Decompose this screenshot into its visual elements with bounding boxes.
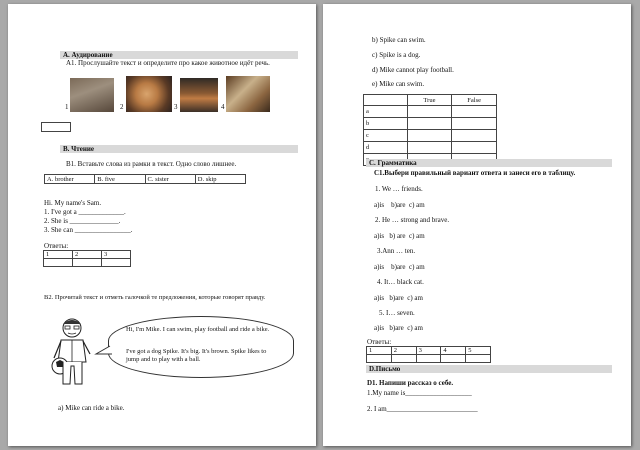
section-d-title: D.Письмо xyxy=(366,365,612,373)
statement-a: a) Mike can ride a bike. xyxy=(58,404,125,412)
photo-number-1: 1 xyxy=(65,103,69,111)
page-1 xyxy=(8,4,316,446)
statement-c: c) Spike is a dog. xyxy=(372,51,421,59)
answer-cell[interactable] xyxy=(73,259,102,267)
word-box-table xyxy=(44,174,246,184)
answer-header: 1 xyxy=(367,347,392,355)
grammar-options: a)is b)are c) am xyxy=(374,201,425,209)
answers-table-c1 xyxy=(366,346,491,363)
writing-line-2[interactable]: 2. I am__________________________ xyxy=(367,405,478,413)
statement-d: d) Mike cannot play football. xyxy=(372,66,454,74)
answer-header: 2 xyxy=(391,347,416,355)
answer-header: 3 xyxy=(102,251,131,259)
answer-cell[interactable] xyxy=(44,259,73,267)
photo-number-4: 4 xyxy=(221,103,225,111)
grammar-options: a)is b)are c) am xyxy=(374,263,425,271)
statement-e: e) Mike can swim. xyxy=(372,80,425,88)
tf-header-false: False xyxy=(452,95,497,106)
tf-cell[interactable] xyxy=(452,106,497,118)
answers-label: Ответы: xyxy=(44,242,69,250)
tf-row-label: a xyxy=(364,106,408,118)
tf-cell[interactable] xyxy=(407,142,452,154)
bubble-text-2: I've got a dog Spike. It's big. It's brown. Spike likes to jump and to play with a ball. xyxy=(126,348,267,363)
bubble-tail xyxy=(94,344,114,358)
tf-row-label: d xyxy=(364,142,408,154)
tf-cell[interactable] xyxy=(452,118,497,130)
answers-table-b1 xyxy=(43,250,131,267)
grammar-options: a)is b)are c) am xyxy=(374,324,423,332)
word-option: D. skip xyxy=(195,175,245,184)
photo-number-2: 2 xyxy=(120,103,124,111)
answer-box-a1[interactable] xyxy=(41,122,71,132)
answer-cell[interactable] xyxy=(367,355,392,363)
word-option: B. five xyxy=(95,175,145,184)
photo-number-3: 3 xyxy=(174,103,178,111)
section-b2-task: B2. Прочитай текст и отметь галочкой те предложения, которые говорят правду. xyxy=(44,294,266,301)
answer-header: 3 xyxy=(416,347,441,355)
answer-header: 5 xyxy=(466,347,491,355)
section-a-title: A. Аудирование xyxy=(60,51,298,59)
tf-cell[interactable] xyxy=(407,106,452,118)
boy-illustration xyxy=(48,316,100,388)
animal-photo-2 xyxy=(126,76,172,112)
word-option: C. sister xyxy=(145,175,195,184)
animal-photo-1 xyxy=(70,78,114,112)
answer-cell[interactable] xyxy=(466,355,491,363)
answer-header: 1 xyxy=(44,251,73,259)
tf-cell[interactable] xyxy=(407,118,452,130)
statement-b: b) Spike can swim. xyxy=(372,36,426,44)
animal-photo-3 xyxy=(180,78,218,112)
answer-header: 4 xyxy=(441,347,466,355)
tf-header-true: True xyxy=(407,95,452,106)
text-line: Hi. My name's Sam. xyxy=(44,199,102,207)
tf-row-label: b xyxy=(364,118,408,130)
page-2 xyxy=(323,4,631,446)
text-line: 3. She can ________________. xyxy=(44,226,133,234)
true-false-table xyxy=(363,94,497,166)
section-d1-task: D1. Напиши рассказ о себе. xyxy=(367,379,454,387)
section-b-title: B. Чтение xyxy=(60,145,298,153)
grammar-question: 4. It… black cat. xyxy=(377,278,424,286)
tf-cell[interactable] xyxy=(452,130,497,142)
answer-cell[interactable] xyxy=(441,355,466,363)
tf-row-label: c xyxy=(364,130,408,142)
animal-photo-4 xyxy=(226,76,270,112)
section-c1-task: C1.Выбери правильный вариант ответа и занеси его в таблицу. xyxy=(374,169,576,177)
grammar-question: 3.Ann … ten. xyxy=(377,247,416,255)
answer-cell[interactable] xyxy=(416,355,441,363)
tf-cell[interactable] xyxy=(452,142,497,154)
grammar-question: 5. I… seven. xyxy=(379,309,415,317)
grammar-options: a)is b) are c) am xyxy=(374,232,425,240)
tf-cell[interactable] xyxy=(407,130,452,142)
grammar-options: a)is b)are c) am xyxy=(374,294,423,302)
section-a-task: A1. Прослушайте текст и определите про какое животное идёт речь. xyxy=(66,59,270,67)
answer-cell[interactable] xyxy=(102,259,131,267)
answers-label-c1: Ответы: xyxy=(367,338,392,346)
grammar-question: 1. We … friends. xyxy=(375,185,423,193)
word-option: A. brother xyxy=(45,175,95,184)
text-line: 1. I've got a _____________. xyxy=(44,208,126,216)
answer-header: 2 xyxy=(73,251,102,259)
tf-corner xyxy=(364,95,408,106)
grammar-question: 2. He … strong and brave. xyxy=(375,216,450,224)
text-line: 2. She is ______________. xyxy=(44,217,121,225)
section-c-title: C. Грамматика xyxy=(366,159,612,167)
writing-line-1[interactable]: 1.My name is___________________ xyxy=(367,389,472,397)
answer-cell[interactable] xyxy=(391,355,416,363)
section-b1-task: B1. Вставьте слова из рамки в текст. Одно слово лишнее. xyxy=(66,160,237,168)
bubble-text-1: Hi, I'm Mike. I can swim, play football and ride a bike. xyxy=(126,326,270,333)
